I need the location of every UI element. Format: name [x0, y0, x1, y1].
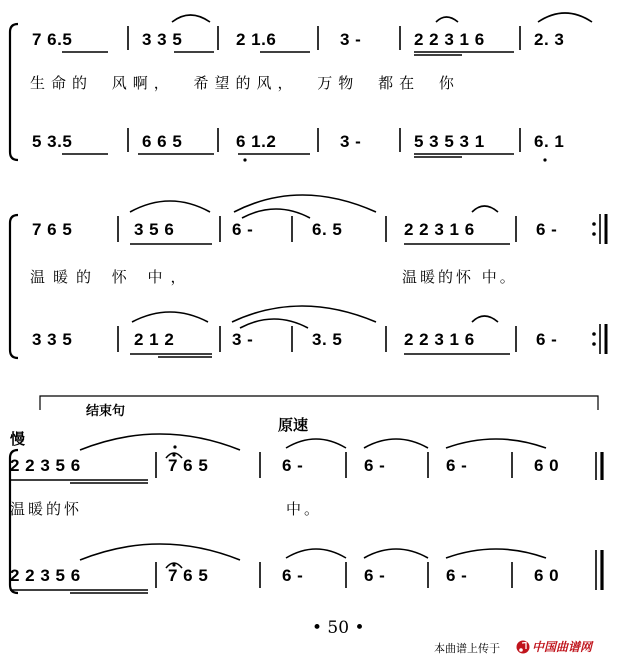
system3-lower-m6: 6 0: [534, 566, 560, 585]
slur: [538, 13, 592, 22]
slur: [232, 306, 376, 322]
system3-upper-m3: 6 -: [282, 456, 304, 475]
system1-lower-m1: 5 3.5: [32, 132, 73, 151]
slur: [172, 15, 210, 22]
repeat-dot: [592, 332, 596, 336]
slur: [286, 439, 346, 448]
system-bracket: [10, 215, 18, 358]
system2-lower-m3: 3 -: [232, 330, 254, 349]
system3-upper-m6: 6 0: [534, 456, 560, 475]
slur: [234, 195, 376, 212]
tempo-slow: 慢: [10, 430, 26, 448]
system1-lower-m5: 5 3 5 3 1: [414, 132, 485, 151]
repeat-dot: [592, 342, 596, 346]
system3-lyrics-a: 温暖的怀: [10, 500, 83, 518]
high-octave-dot: [173, 445, 176, 448]
system1-upper-m3: 2 1.6: [236, 30, 277, 49]
system3-lyrics-b: 中。: [286, 500, 323, 518]
site-logo: [516, 638, 592, 655]
system2-lower-m5: 2 2 3 1 6: [404, 330, 475, 349]
slur: [242, 209, 310, 218]
slur: [446, 549, 546, 558]
system3-upper-m4: 6 -: [364, 456, 386, 475]
low-octave-dot: [243, 158, 246, 161]
system2-lyrics-a: 温暖的 怀 中，: [30, 268, 194, 286]
system2-lyrics-b: 温暖的怀 中。: [402, 268, 518, 286]
tempo-original: 原速: [278, 416, 309, 434]
system1-upper-m5: 2 2 3 1 6: [414, 30, 485, 49]
system2-upper-m1: 7 6 5: [32, 220, 73, 239]
system3-upper-m1: 2 2 3 5 6: [10, 456, 81, 475]
slur: [286, 549, 346, 558]
system1-upper-m2: 3 3 5: [142, 30, 183, 49]
system1-lower-m2: 6 6 5: [142, 132, 183, 151]
slur: [132, 312, 208, 322]
low-octave-dot: [543, 158, 546, 161]
slur: [446, 439, 546, 448]
system3-lower-m3: 6 -: [282, 566, 304, 585]
system2-upper-m6: 6 -: [536, 220, 558, 239]
system1-lyrics: 生命的 风啊， 希望的风， 万物 都在 你: [30, 74, 460, 92]
system1-lower-m3: 6 1.2: [236, 132, 277, 151]
repeat-dot: [592, 222, 596, 226]
slur: [240, 319, 308, 328]
slur: [436, 17, 458, 22]
upload-credit: 本曲谱上传于: [434, 642, 500, 655]
slur: [472, 316, 498, 322]
system1-upper-m4: 3 -: [340, 30, 362, 49]
slur: [472, 206, 498, 212]
system1-lower-m6: 6. 1: [534, 132, 565, 151]
page-number: • 50 •: [312, 618, 365, 638]
system3-upper-m5: 6 -: [446, 456, 468, 475]
system2-lower-m2: 2 1 2: [134, 330, 175, 349]
slur: [364, 439, 428, 448]
system2-lower-m4: 3. 5: [312, 330, 343, 349]
repeat-barline: [600, 214, 606, 354]
slur: [130, 201, 210, 212]
system3-lower-m4: 6 -: [364, 566, 386, 585]
system2-upper-m4: 6. 5: [312, 220, 343, 239]
system3-lower-m1: 2 2 3 5 6: [10, 566, 81, 585]
system2-upper-m2: 3 5 6: [134, 220, 175, 239]
ending-label: 结束句: [86, 404, 126, 419]
slur: [364, 549, 428, 558]
system3-lower-m5: 6 -: [446, 566, 468, 585]
repeat-dot: [592, 232, 596, 236]
slur: [80, 544, 240, 560]
system2-upper-m3: 6 -: [232, 220, 254, 239]
system3-lower-m2: 7 6 5: [168, 566, 209, 585]
music-note-icon: [516, 640, 530, 654]
system1-upper-m1: 7 6.5: [32, 30, 73, 49]
final-barline: [596, 452, 602, 590]
system1-lower-m4: 3 -: [340, 132, 362, 151]
system2-upper-m5: 2 2 3 1 6: [404, 220, 475, 239]
site-logo-text: 中国曲谱网: [532, 640, 593, 654]
system2-lower-m6: 6 -: [536, 330, 558, 349]
slur: [80, 434, 240, 450]
system1-upper-m6: 2. 3: [534, 30, 565, 49]
system3-upper-m2: 7 6 5: [168, 456, 209, 475]
system2-lower-m1: 3 3 5: [32, 330, 73, 349]
system-bracket: [10, 24, 18, 160]
